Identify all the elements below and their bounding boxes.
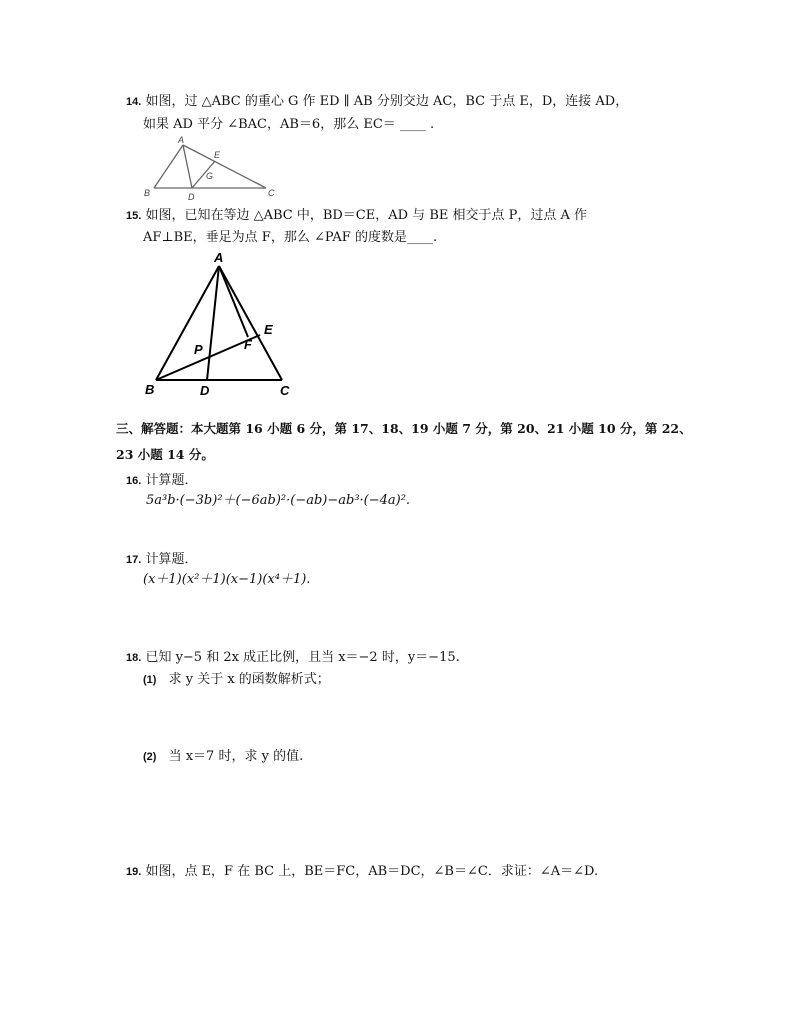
q15-figure [140, 248, 300, 398]
q15-label-D: D [200, 383, 210, 398]
q14-figure [140, 136, 300, 202]
q15-label-F: F [244, 337, 252, 352]
q16-expression: 5a³b·(−3b)²＋(−6ab)²·(−ab)−ab³·(−4a)². [146, 493, 411, 508]
q15-number: 15. [126, 210, 142, 222]
q14-label-G: G [206, 171, 214, 181]
q18-part2-text: 当 x＝7 时，求 y 的值. [168, 749, 304, 764]
q17-number: 17. [126, 554, 142, 566]
q14-label-C: C [268, 188, 275, 198]
q14-text-1: 如图，过 △ABC 的重心 G 作 ED ∥ AB 分别交边 AC，BC 于点 E，D，连接 AD， [145, 94, 629, 109]
q15-label-P: P [194, 342, 203, 357]
q15-label-C: C [280, 383, 290, 398]
q15-label-E: E [264, 322, 273, 337]
q18-text: 已知 y−5 和 2x 成正比例，且当 x＝−2 时，y＝−15. [145, 650, 460, 665]
q18-part2-number: (2) [143, 751, 157, 763]
q18-part1 [143, 671, 330, 689]
q16-title: 计算题． [145, 473, 198, 488]
q18-number: 18. [126, 652, 142, 664]
q19-line1 [126, 863, 598, 881]
q14-label-A: A [178, 135, 185, 145]
q14-label-B: B [144, 188, 151, 198]
q14-line1 [126, 93, 628, 111]
q14-label-E: E [214, 150, 221, 160]
q17-title-line [126, 551, 197, 569]
q14-label-D: D [188, 192, 195, 202]
q15-label-A: A [214, 250, 224, 265]
q18-part1-text: 求 y 关于 x 的函数解析式； [168, 672, 330, 687]
q15-line1 [126, 207, 587, 225]
q15-label-B: B [145, 382, 155, 397]
section3-header-line2: 23 小题 14 分。 [116, 447, 214, 462]
q15-text-1: 如图，已知在等边 △ABC 中，BD＝CE，AD 与 BE 相交于点 P，过点 A 作 [145, 208, 588, 223]
q17-title: 计算题． [145, 552, 198, 567]
q18-part2 [143, 748, 303, 766]
q18-line1 [126, 649, 460, 667]
q14-line2: 如果 AD 平分 ∠BAC，AB＝6，那么 EC＝ ____ . [143, 117, 435, 132]
q19-text: 如图，点 E，F 在 BC 上，BE＝FC，AB＝DC，∠B＝∠C．求证：∠A＝∠D. [145, 864, 599, 879]
q16-number: 16. [126, 475, 142, 487]
q14-number: 14. [126, 96, 142, 108]
q15-line2: AF⊥BE，垂足为点 F，那么 ∠PAF 的度数是____. [143, 230, 438, 245]
q16-title-line [126, 472, 197, 490]
q18-part1-number: (1) [143, 674, 157, 686]
section3-header-line1: 三、解答题：本大题第 16 小题 6 分，第 17、18、19 小题 7 分，第 20、21 小题 10 分，第 22、 [116, 421, 692, 436]
q19-number: 19. [126, 866, 142, 878]
q17-expression: (x＋1)(x²＋1)(x−1)(x⁴＋1). [143, 572, 311, 587]
